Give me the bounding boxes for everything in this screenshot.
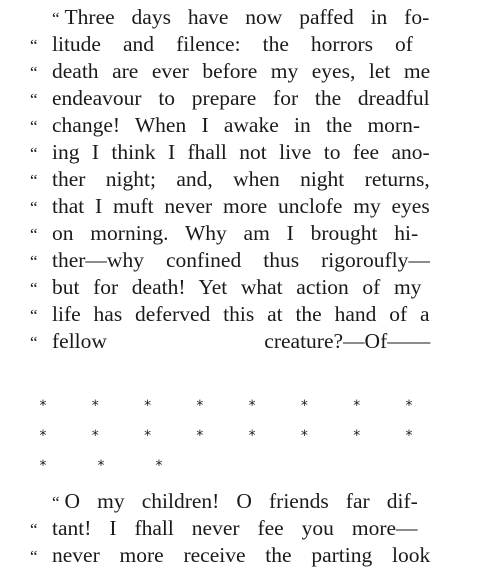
text-line-6 [30, 139, 430, 165]
line-text: never more receive the parting look [52, 543, 431, 567]
asterisk: * [405, 428, 413, 444]
text-line-13 [30, 328, 430, 354]
asterisk: * [353, 428, 361, 444]
text-line-5 [30, 112, 430, 138]
asterisk-row-2 [36, 424, 416, 448]
asterisk: * [39, 428, 47, 444]
asterisk: * [144, 398, 152, 414]
line-text: litude and filence: the horrors of [52, 32, 413, 56]
asterisk: * [248, 398, 256, 414]
quote-mark: “ [30, 198, 37, 217]
quote-mark: “ [30, 171, 37, 190]
line-text: ther—why confined thus rigoroufly— [52, 248, 430, 272]
quote-mark: “ [30, 333, 37, 352]
text-line-10 [30, 247, 430, 273]
quote-mark: “ [30, 225, 37, 244]
opening-quote-mark: “ [52, 493, 59, 512]
text-line-4 [30, 85, 430, 111]
asterisk: * [39, 458, 47, 474]
asterisk: * [91, 428, 99, 444]
asterisk: * [405, 398, 413, 414]
line-text: endeavour to prepare for the dreadful [52, 86, 430, 110]
text-line-7 [30, 166, 430, 192]
text-line-12 [30, 301, 430, 327]
asterisk: * [144, 428, 152, 444]
line-text: life has deferved this at the hand of a [52, 302, 430, 326]
line-text: Three days have now paffed in fo- [64, 5, 430, 29]
line-text: tant! I fhall never fee you more— [52, 516, 418, 540]
asterisk: * [196, 398, 204, 414]
asterisk: * [39, 398, 47, 414]
line-text: O my children! O friends far dif- [64, 489, 418, 513]
text-line-11 [30, 274, 430, 300]
line-text: but for death! Yet what action of my [52, 275, 422, 299]
asterisk-row-1 [36, 394, 416, 418]
quote-mark: “ [30, 520, 37, 539]
line-text: fellow creature?—Of—— [52, 329, 431, 353]
text-line-9 [30, 220, 430, 246]
asterisk: * [196, 428, 204, 444]
quote-mark: “ [30, 279, 37, 298]
quote-mark: “ [30, 63, 37, 82]
quote-mark: “ [30, 144, 37, 163]
text-line-1 [30, 4, 430, 30]
text-line-8 [30, 193, 430, 219]
line-text: that I muft never more unclofe my eyes [52, 194, 430, 218]
asterisk: * [248, 428, 256, 444]
text-line-2 [30, 31, 430, 57]
text-line-3 [30, 58, 430, 84]
line-text: ther night; and, when night returns, [52, 167, 430, 191]
line-text: on morning. Why am I brought hi- [52, 221, 419, 245]
asterisk: * [155, 458, 163, 474]
line-text: ing I think I fhall not live to fee ano- [52, 140, 430, 164]
text-line-14 [30, 488, 430, 514]
asterisk: * [353, 398, 361, 414]
quote-mark: “ [30, 252, 37, 271]
line-text: death are ever before my eyes, let me [52, 59, 431, 83]
quote-mark: “ [30, 90, 37, 109]
opening-quote-mark: “ [52, 9, 59, 28]
asterisk: * [300, 398, 308, 414]
text-line-15 [30, 515, 430, 541]
line-text: change! When I awake in the morn- [52, 113, 420, 137]
quote-mark: “ [30, 547, 37, 566]
quote-mark: “ [30, 117, 37, 136]
asterisk: * [91, 398, 99, 414]
asterisk: * [300, 428, 308, 444]
asterisk-row-3 [36, 454, 166, 478]
asterisk: * [97, 458, 105, 474]
quote-mark: “ [30, 36, 37, 55]
quote-mark: “ [30, 306, 37, 325]
text-line-16 [30, 542, 430, 568]
